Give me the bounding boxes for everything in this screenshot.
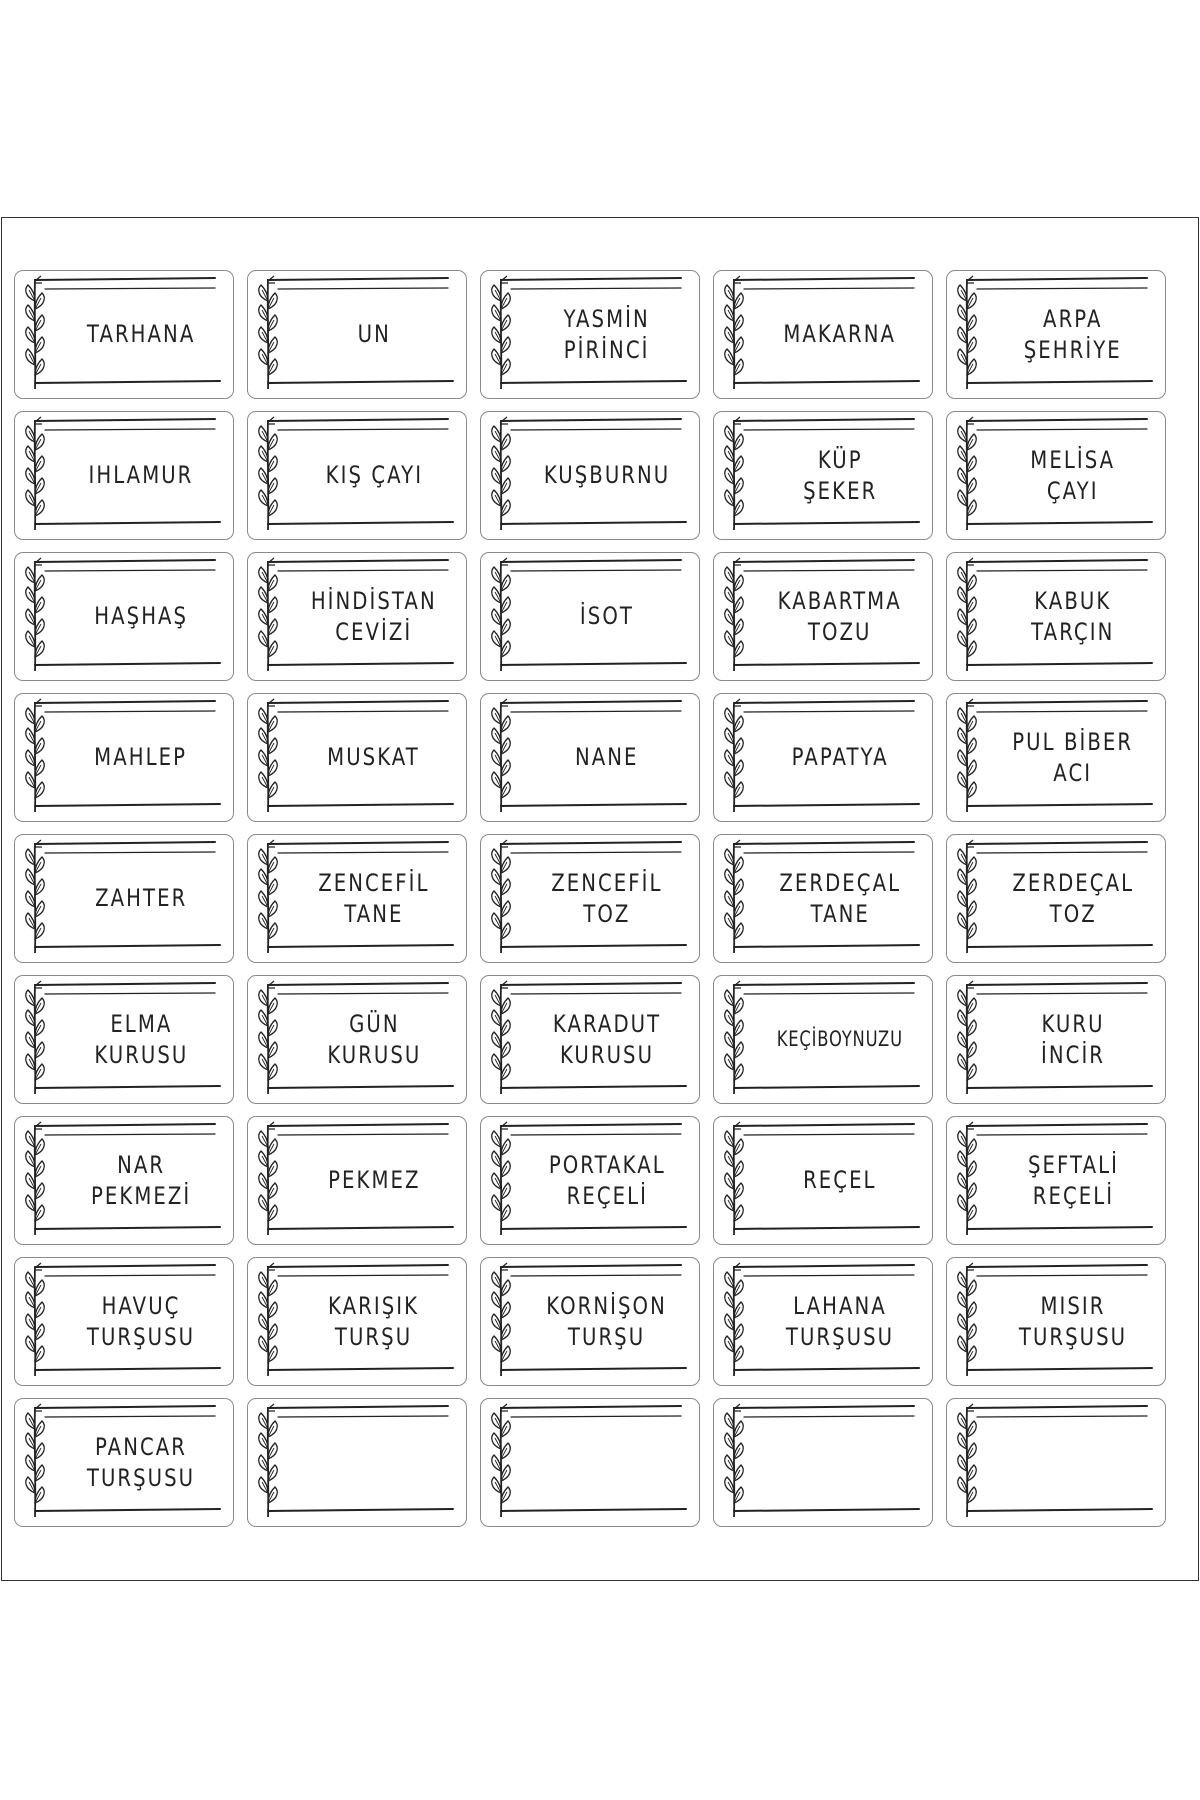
sticker-text-area bbox=[529, 1413, 685, 1512]
sticker-text-area bbox=[762, 1131, 918, 1230]
sticker-text-area bbox=[762, 849, 918, 948]
sticker-text-area bbox=[63, 990, 219, 1089]
sticker-label bbox=[713, 1257, 933, 1386]
sticker-label bbox=[247, 552, 467, 681]
sticker-grid bbox=[14, 270, 1166, 1527]
sticker-text-area bbox=[995, 1413, 1151, 1512]
sticker-text-area bbox=[995, 1131, 1151, 1230]
sticker-label bbox=[14, 1116, 234, 1245]
sticker-label-text: KEÇİBOYNUZU bbox=[776, 1027, 904, 1051]
sticker-label bbox=[713, 693, 933, 822]
sticker-label-text: NANE bbox=[575, 743, 639, 771]
sticker-text-area bbox=[529, 990, 685, 1089]
sticker-text-area bbox=[529, 1272, 685, 1371]
sticker-text-area bbox=[296, 1131, 452, 1230]
sticker-label bbox=[247, 270, 467, 399]
sticker-text-area bbox=[995, 1272, 1151, 1371]
sticker-label-text: PEKMEZ bbox=[327, 1166, 421, 1194]
sticker-text-area bbox=[762, 1413, 918, 1512]
sticker-label-text: ZAHTER bbox=[94, 884, 188, 912]
sticker-text-area bbox=[529, 285, 685, 384]
sticker-label bbox=[247, 1398, 467, 1527]
sticker-sheet bbox=[1, 217, 1199, 1581]
sticker-label bbox=[946, 975, 1166, 1104]
sticker-text-area bbox=[296, 1413, 452, 1512]
sticker-text-area bbox=[296, 990, 452, 1089]
sticker-label-text: IHLAMUR bbox=[88, 461, 194, 489]
sticker-label-text: KORNİŞON TURŞU bbox=[546, 1291, 668, 1351]
sticker-text-area bbox=[296, 567, 452, 666]
sticker-text-area bbox=[296, 708, 452, 807]
sticker-label-text: KARIŞIK TURŞU bbox=[328, 1291, 420, 1351]
sticker-text-area bbox=[296, 426, 452, 525]
sticker-label bbox=[480, 834, 700, 963]
sticker-label-text: UN bbox=[357, 320, 391, 348]
sticker-label-text: ZENCEFİL TOZ bbox=[551, 868, 663, 928]
sticker-label bbox=[713, 552, 933, 681]
sticker-label-text: PORTAKAL REÇELİ bbox=[548, 1150, 666, 1210]
sticker-label-text: HAŞHAŞ bbox=[94, 602, 188, 630]
sticker-text-area bbox=[762, 1272, 918, 1371]
sticker-text-area bbox=[63, 1131, 219, 1230]
sticker-label bbox=[480, 693, 700, 822]
sticker-label bbox=[713, 1116, 933, 1245]
sticker-label-text: KURU İNCİR bbox=[1040, 1009, 1105, 1069]
sticker-label-text: MAHLEP bbox=[94, 743, 188, 771]
sticker-label bbox=[480, 552, 700, 681]
sticker-text-area bbox=[529, 849, 685, 948]
sticker-label-text: GÜN KURUSU bbox=[326, 1009, 422, 1069]
sticker-text-area bbox=[529, 567, 685, 666]
sticker-label bbox=[480, 1398, 700, 1527]
sticker-text-area bbox=[529, 426, 685, 525]
sticker-text-area bbox=[63, 849, 219, 948]
sticker-label-text: KUŞBURNU bbox=[543, 461, 671, 489]
sticker-text-area bbox=[296, 849, 452, 948]
sticker-label bbox=[480, 975, 700, 1104]
sticker-label-text: PAPATYA bbox=[791, 743, 889, 771]
sticker-label-text: ELMA KURUSU bbox=[93, 1009, 189, 1069]
sticker-label-text: KIŞ ÇAYI bbox=[325, 461, 423, 489]
sticker-label-text: KABARTMA TOZU bbox=[777, 586, 903, 646]
sticker-text-area bbox=[995, 708, 1151, 807]
sticker-label-text: REÇEL bbox=[803, 1166, 877, 1194]
sticker-label bbox=[247, 834, 467, 963]
sticker-text-area bbox=[762, 285, 918, 384]
sticker-label-text: KÜP ŞEKER bbox=[802, 445, 878, 505]
sticker-label-text: ZENCEFİL TANE bbox=[318, 868, 430, 928]
sticker-text-area bbox=[995, 990, 1151, 1089]
sticker-label-text: ARPA ŞEHRİYE bbox=[1023, 304, 1123, 364]
sticker-label bbox=[713, 834, 933, 963]
sticker-text-area bbox=[63, 567, 219, 666]
sticker-label-text: KABUK TARÇIN bbox=[1031, 586, 1115, 646]
sticker-label bbox=[480, 1257, 700, 1386]
sticker-label-text: ŞEFTALİ REÇELİ bbox=[1027, 1150, 1119, 1210]
sticker-label bbox=[14, 552, 234, 681]
sticker-label-text: MUSKAT bbox=[327, 743, 421, 771]
sticker-text-area bbox=[529, 708, 685, 807]
sticker-label-text: MELİSA ÇAYI bbox=[1030, 445, 1116, 505]
sticker-label bbox=[14, 1398, 234, 1527]
sticker-label bbox=[14, 270, 234, 399]
sticker-text-area bbox=[995, 285, 1151, 384]
sticker-text-area bbox=[762, 426, 918, 525]
sticker-label-text: ZERDEÇAL TOZ bbox=[1012, 868, 1134, 928]
sticker-text-area bbox=[63, 1413, 219, 1512]
sticker-label-text: HAVUÇ TURŞUSU bbox=[86, 1291, 196, 1351]
sticker-text-area bbox=[296, 1272, 452, 1371]
sticker-label bbox=[480, 270, 700, 399]
sticker-label bbox=[946, 1257, 1166, 1386]
sticker-label bbox=[713, 411, 933, 540]
sticker-text-area bbox=[296, 285, 452, 384]
sticker-label-text: PUL BİBER ACI bbox=[1012, 727, 1134, 787]
sticker-text-area bbox=[762, 708, 918, 807]
sticker-text-area bbox=[63, 426, 219, 525]
sticker-text-area bbox=[63, 1272, 219, 1371]
sticker-label-text: NAR PEKMEZİ bbox=[90, 1150, 192, 1210]
sticker-text-area bbox=[762, 567, 918, 666]
sticker-label bbox=[713, 270, 933, 399]
sticker-label bbox=[480, 411, 700, 540]
sticker-label-text: LAHANA TURŞUSU bbox=[785, 1291, 895, 1351]
sticker-label bbox=[247, 1257, 467, 1386]
sticker-label bbox=[946, 693, 1166, 822]
sticker-label-text: KARADUT KURUSU bbox=[552, 1009, 662, 1069]
sticker-label bbox=[14, 834, 234, 963]
sticker-label bbox=[14, 975, 234, 1104]
sticker-text-area bbox=[995, 426, 1151, 525]
sticker-label bbox=[946, 1398, 1166, 1527]
sticker-label-text: ZERDEÇAL TANE bbox=[779, 868, 901, 928]
sticker-label-text: PANCAR TURŞUSU bbox=[86, 1432, 196, 1492]
sticker-text-area bbox=[995, 849, 1151, 948]
sticker-label bbox=[713, 1398, 933, 1527]
sticker-label bbox=[480, 1116, 700, 1245]
sticker-label-text: İSOT bbox=[579, 602, 635, 630]
sticker-label bbox=[247, 411, 467, 540]
sticker-label bbox=[713, 975, 933, 1104]
sticker-label bbox=[247, 975, 467, 1104]
sticker-label bbox=[946, 834, 1166, 963]
sticker-label bbox=[946, 270, 1166, 399]
sticker-text-area bbox=[762, 990, 918, 1089]
sticker-label bbox=[946, 1116, 1166, 1245]
sticker-text-area bbox=[529, 1131, 685, 1230]
sticker-label bbox=[14, 693, 234, 822]
sticker-label-text: YASMİN PİRİNCİ bbox=[563, 304, 651, 364]
sticker-text-area bbox=[63, 285, 219, 384]
sticker-label-text: HİNDİSTAN CEVİZİ bbox=[311, 586, 437, 646]
sticker-label-text: MISIR TURŞUSU bbox=[1018, 1291, 1128, 1351]
sticker-label-text: TARHANA bbox=[86, 320, 196, 348]
sticker-label bbox=[946, 552, 1166, 681]
sticker-label bbox=[247, 1116, 467, 1245]
sticker-text-area bbox=[995, 567, 1151, 666]
sticker-label-text: MAKARNA bbox=[783, 320, 897, 348]
sticker-label bbox=[14, 1257, 234, 1386]
sticker-label bbox=[946, 411, 1166, 540]
sticker-label bbox=[247, 693, 467, 822]
sticker-text-area bbox=[63, 708, 219, 807]
sticker-label bbox=[14, 411, 234, 540]
